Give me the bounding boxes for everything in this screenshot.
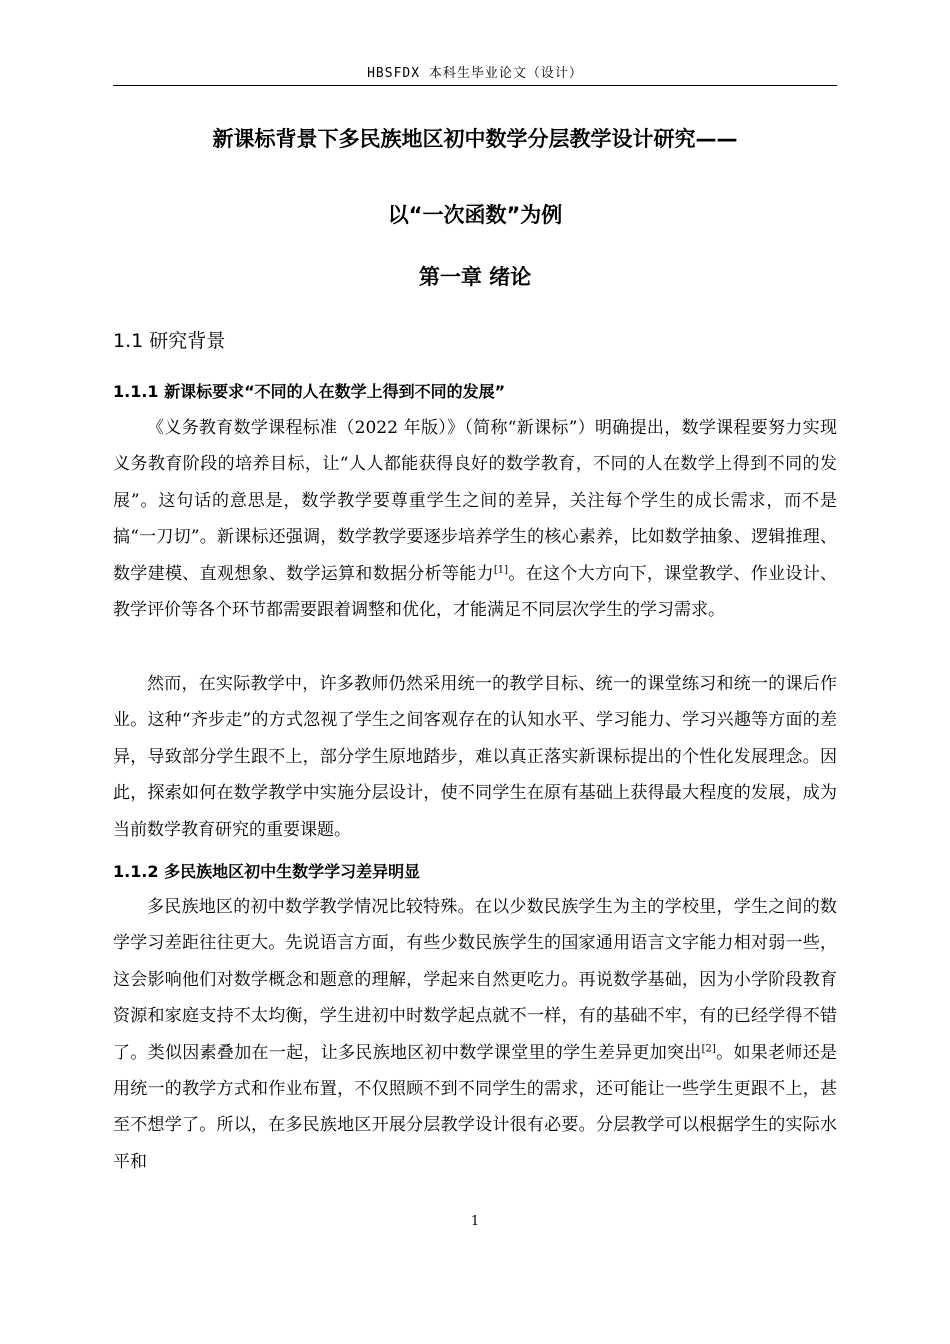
chapter-title: 第一章 绪论 — [418, 265, 532, 289]
paragraph-text: 多民族地区的初中数学教学情况比较特殊。在以少数民族学生为主的学校里，学生之间的数学学习差距往往更大。先说语言方面，有些少数民族学生的国家通用语言文字能力相对弱一些，这会影响他们对数学概念和题意的理解，学起来自然更吃力。再说数学基础，因为小学阶段教育资源和家庭支持不太均衡，学生进初中时数学起点就不一样，有的基础不牢，有的已经学得不错了。类似因素叠加在一起，让多民族地区初中数学课堂里的学生差异更加突出 — [113, 897, 837, 1063]
paper-title-line-2: 以“一次函数”为例 — [387, 203, 563, 227]
header-rule — [113, 85, 837, 86]
paragraph-1-1-1-b: 然而，在实际教学中，许多教师仍然采用统一的教学目标、统一的课堂练习和统一的课后作业。这种“齐步走”的方式忽视了学生之间客观存在的认知水平、学习能力、学习兴趣等方面的差异，导致部分学生跟不上，部分学生原地踏步，难以真正落实新课标提出的个性化发展理念。因此，探索如何在数学教学中实施分层设计，使不同学生在原有基础上获得最大程度的发展，成为当前数学教育研究的重要课题。 — [113, 674, 837, 840]
running-header: HBSFDX 本科生毕业论文（设计） — [367, 66, 583, 81]
section-heading-1-1-1: 1.1.1 新课标要求“不同的人在数学上得到不同的发展” — [113, 382, 506, 401]
paper-title-line-1: 新课标背景下多民族地区初中数学分层教学设计研究—— — [212, 127, 738, 151]
section-heading-1-1-2: 1.1.2 多民族地区初中生数学学习差异明显 — [113, 862, 421, 881]
paragraph-text: 。如果老师还是用统一的教学方式和作业布置，不仅照顾不到不同学生的需求，还可能让一些学生更跟不上，甚至不想学了。所以，在多民族地区开展分层教学设计很有必要。分层教学可以根据学生的实际水平和 — [113, 1042, 838, 1172]
paragraph-1-1-1-a — [113, 410, 837, 628]
citation-ref-2: [2] — [701, 1042, 716, 1054]
paragraph-text: 。在这个大方向下，课堂教学、作业设计、教学评价等各个环节都需要跟着调整和优化，才能满足不同层次学生的学习需求。 — [113, 563, 838, 621]
citation-ref-1: [1] — [493, 563, 509, 575]
paragraph-1-1-2-a — [113, 889, 837, 1180]
section-heading-1-1: 1.1 研究背景 — [113, 330, 226, 352]
paragraph-text: 《义务教育数学课程标准（2022 年版）》（简称“新课标”）明确提出，数学课程要努力实现义务教育阶段的培养目标，让“人人都能获得良好的数学教育，不同的人在数学上得到不同的发展”。这句话的意思是，数学教学要尊重学生之间的差异，关注每个学生的成长需求，而不是搞“一刀切”。新课标还强调，数学教学要逐步培养学生的核心素养，比如数学抽象、逻辑推理、数学建模、直观想象、数学运算和数据分析等能力 — [113, 418, 837, 584]
page-number: 1 — [470, 1214, 480, 1229]
